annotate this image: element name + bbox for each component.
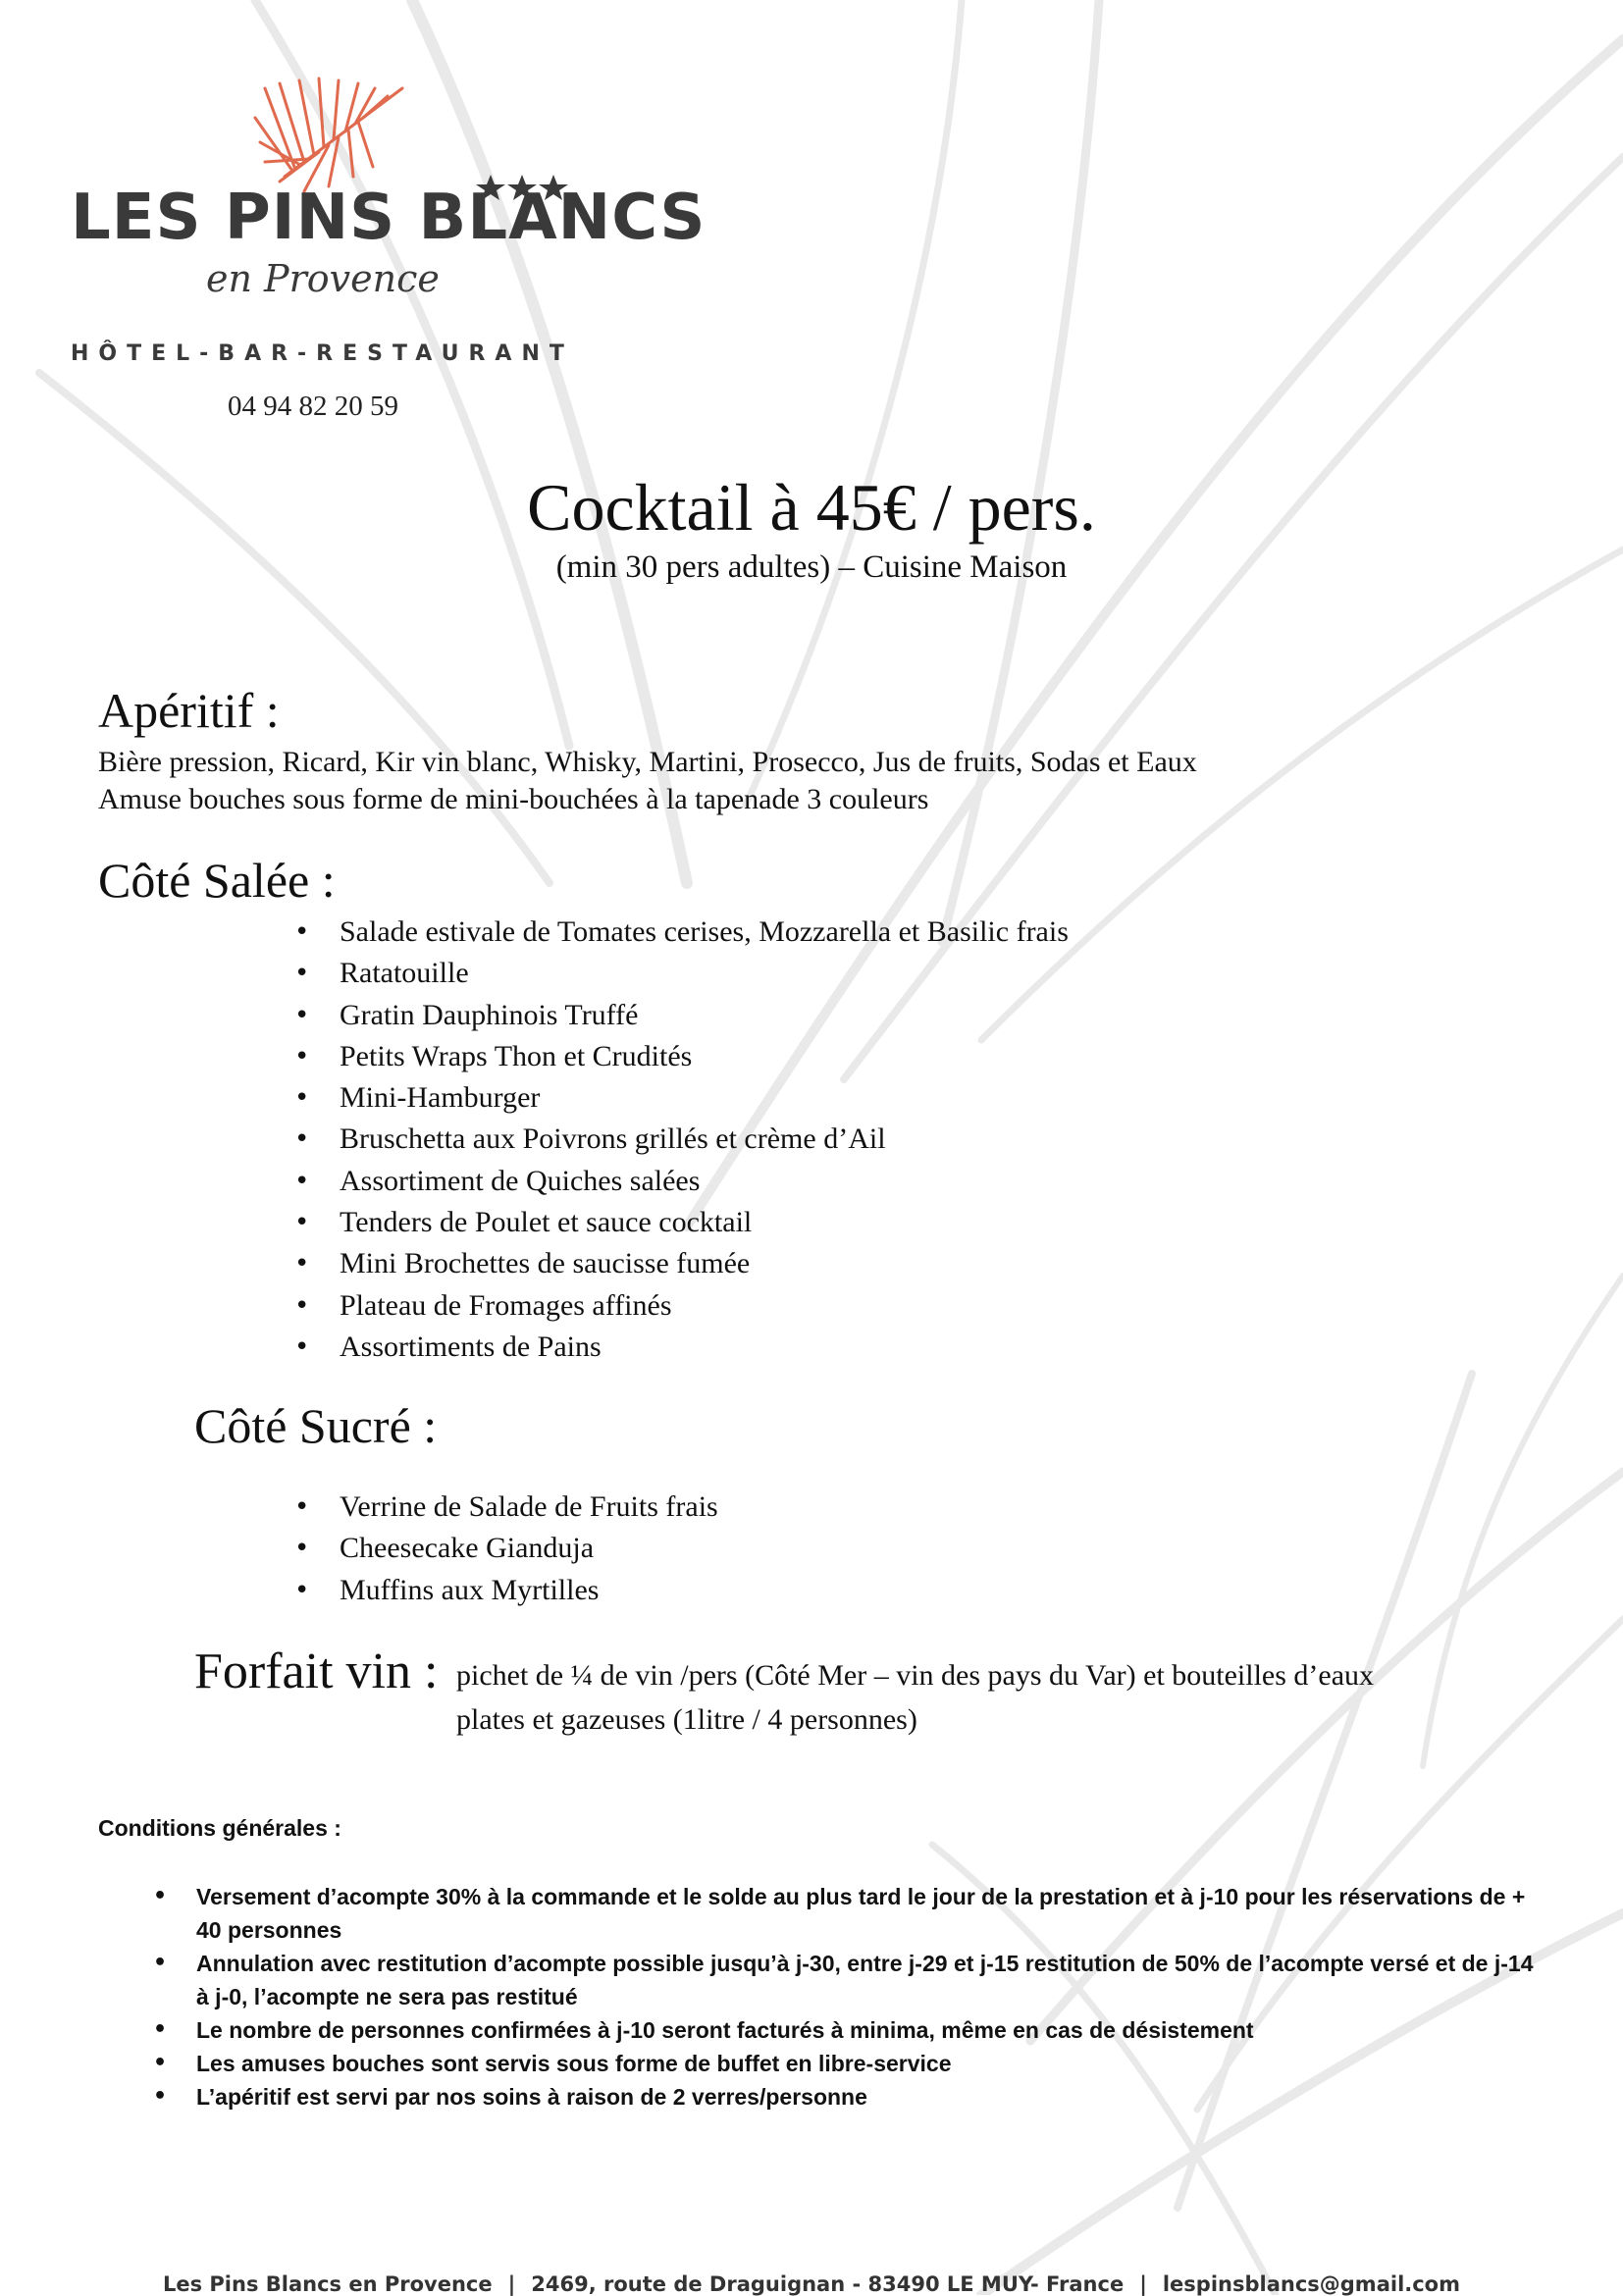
list-item: • Mini Brochettes de saucisse fumée [340, 1243, 1069, 1284]
footer-address: 2469, route de Draguignan - 83490 LE MUY- France [531, 2272, 1125, 2296]
list-item: • Assortiment de Quiches salées [340, 1161, 1069, 1202]
vin-line: pichet de ¼ de vin /pers (Côté Mer – vin des pays du Var) et bouteilles d’eaux [456, 1659, 1375, 1692]
list-item: • Versement d’acompte 30% à la commande et le solde au plus tard le jour de la prestation et à j-10 pour les réservations de + 40 personnes [196, 1880, 1541, 1947]
list-item: • Petits Wraps Thon et Crudités [340, 1036, 1069, 1077]
vin-line: plates et gazeuses (1litre / 4 personnes) [456, 1703, 917, 1736]
footer-separator: | [1139, 2272, 1147, 2296]
list-item: • Les amuses bouches sont servis sous forme de buffet en libre-service [196, 2047, 1541, 2080]
aperitif-line: Amuse bouches sous forme de mini-bouchées à la tapenade 3 couleurs [98, 783, 929, 815]
list-item: • Le nombre de personnes confirmées à j-10 seront facturés à minima, même en cas de désistement [196, 2013, 1541, 2047]
footer-company: Les Pins Blancs en Provence [162, 2272, 493, 2296]
vin-heading: Forfait vin : [194, 1644, 439, 1699]
list-item: • Verrine de Salade de Fruits frais [340, 1487, 718, 1528]
sucre-list [340, 1487, 718, 1611]
footer-email[interactable]: lespinsblancs@gmail.com [1162, 2272, 1460, 2296]
page-title: Cocktail à 45€ / pers. [527, 470, 1096, 545]
list-item: • L’apéritif est servi par nos soins à raison de 2 verres/personne [196, 2080, 1541, 2113]
list-item: • Salade estivale de Tomates cerises, Mozzarella et Basilic frais [340, 912, 1069, 953]
list-item: • Tenders de Poulet et sauce cocktail [340, 1202, 1069, 1243]
brand-tagline: HÔTEL-BAR-RESTAURANT [71, 341, 574, 366]
list-item: • Gratin Dauphinois Truffé [340, 995, 1069, 1036]
list-item: • Plateau de Fromages affinés [340, 1285, 1069, 1327]
brand-name: LES PINS BLANCS [71, 182, 707, 254]
aperitif-line: Bière pression, Ricard, Kir vin blanc, Whisky, Martini, Prosecco, Jus de fruits, Sodas et Eaux [98, 746, 1197, 778]
conditions-heading: Conditions générales : [98, 1815, 341, 1841]
list-item: • Ratatouille [340, 953, 1069, 994]
phone-number: 04 94 82 20 59 [228, 391, 398, 422]
list-item: • Annulation avec restitution d’acompte possible jusqu’à j-30, entre j-29 et j-15 restitution de 50% de l’acompte versé et de j-14 à j-0, l’acompte ne sera pas restitué [196, 1947, 1541, 2013]
page-subtitle: (min 30 pers adultes) – Cuisine Maison [555, 549, 1068, 585]
sale-list [340, 912, 1069, 1368]
sucre-heading: Côté Sucré : [194, 1398, 438, 1453]
aperitif-heading: Apéritif : [98, 683, 280, 738]
list-item: • Cheesecake Gianduja [340, 1528, 718, 1569]
list-item: • Mini-Hamburger [340, 1077, 1069, 1119]
list-item: • Muffins aux Myrtilles [340, 1570, 718, 1611]
conditions-list [196, 1880, 1541, 2113]
footer [0, 2272, 1623, 2296]
brand-subtitle: en Provence [206, 257, 440, 300]
list-item: • Bruschetta aux Poivrons grillés et crème d’Ail [340, 1119, 1069, 1160]
footer-separator: | [507, 2272, 516, 2296]
list-item: • Assortiments de Pains [340, 1327, 1069, 1368]
sale-heading: Côté Salée : [98, 853, 336, 908]
